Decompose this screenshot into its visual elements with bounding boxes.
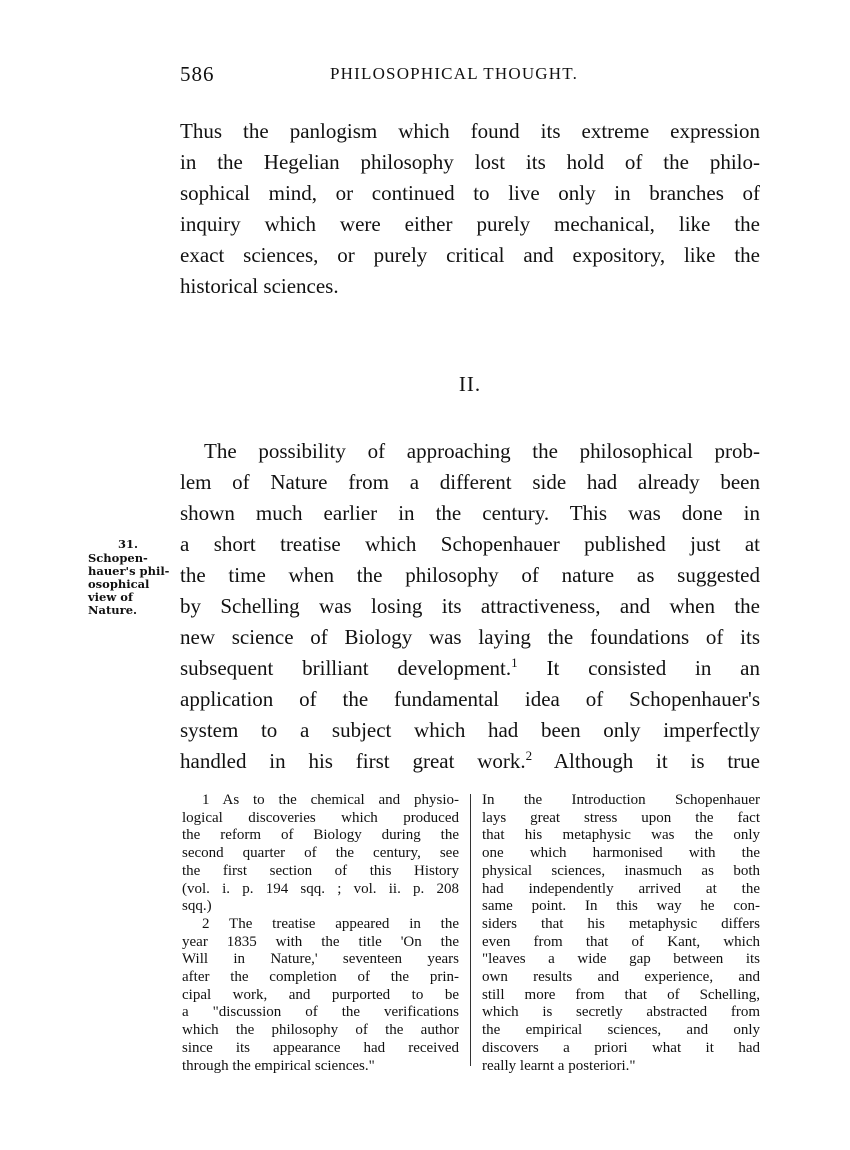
- footnote-line: siders that his metaphysic differs: [482, 915, 760, 932]
- footnote-line: which is secretly abstracted from: [482, 1004, 760, 1021]
- footnote-line: which the philosophy of the author: [182, 1022, 459, 1039]
- text-line: the time when the philosophy of nature as suggested: [180, 563, 760, 587]
- text-line: application of the fundamental idea of Schopenhauer's: [180, 687, 760, 711]
- text-line-with-footnote: [180, 653, 760, 684]
- footnote-line: In the Introduction Schopenhauer: [482, 792, 760, 808]
- footnote-ref-1: 1: [511, 655, 518, 670]
- footnote-line: after the completion of the prin-: [182, 969, 459, 986]
- footnote-line: the empirical sciences, and only: [482, 1022, 760, 1039]
- text-line: lem of Nature from a different side had already been: [180, 470, 760, 494]
- sidenote-line: osophical: [88, 577, 150, 591]
- text-line: system to a subject which had been only imperfectly: [180, 718, 760, 742]
- sidenote-line: Nature.: [88, 603, 138, 617]
- text-line: inquiry which were either purely mechanical, like the: [180, 212, 760, 236]
- text-fragment: It consisted in an: [517, 656, 761, 680]
- text-line: in the Hegelian philosophy lost its hold of the philo-: [180, 150, 760, 174]
- footnote-line: "leaves a wide gap between its: [482, 951, 760, 968]
- footnote-line: 2 The treatise appeared in the: [202, 915, 459, 932]
- section-number: II.: [458, 372, 482, 396]
- text-line: historical sciences.: [180, 274, 339, 298]
- footnote-line: physical sciences, inasmuch as both: [482, 862, 760, 879]
- text-line: shown much earlier in the century. This was done in: [180, 501, 760, 525]
- footnote-line: a "discussion of the verifications: [182, 1004, 459, 1021]
- footnote-line: lays great stress upon the fact: [482, 809, 760, 826]
- paragraph-1: [180, 116, 760, 302]
- column-divider: [470, 794, 471, 1066]
- margin-sidenote: [88, 538, 180, 617]
- footnote-line: Will in Nature,' seventeen years: [182, 951, 459, 968]
- text-line: The possibility of approaching the philosophical prob-: [204, 439, 760, 463]
- footnote-line: that his metaphysic was the only: [482, 827, 760, 844]
- page-number: 586: [180, 62, 215, 86]
- text-line-with-footnote: [180, 746, 760, 777]
- page-header: [180, 62, 760, 90]
- text-line: a short treatise which Schopenhauer published just at: [180, 532, 760, 556]
- footnote-line: cipal work, and purported to be: [182, 986, 459, 1003]
- footnote-line: sqq.): [182, 898, 212, 915]
- footnote-line: the first section of this History: [182, 862, 459, 879]
- footnote-line: year 1835 with the title 'On the: [182, 933, 459, 950]
- text-fragment: handled in his first great work.: [180, 749, 526, 773]
- footnote-line: one which harmonised with the: [482, 845, 760, 862]
- text-line: new science of Biology was laying the foundations of its: [180, 625, 760, 649]
- text-line: sophical mind, or continued to live only in branches of: [180, 181, 760, 205]
- text-fragment: subsequent brilliant development.: [180, 656, 512, 680]
- footnote-line: same point. In this way he con-: [482, 898, 760, 915]
- footnote-line: 1 As to the chemical and physio-: [202, 792, 459, 808]
- footnote-line: (vol. i. p. 194 sqq. ; vol. ii. p. 208: [182, 880, 459, 897]
- running-title: PHILOSOPHICAL THOUGHT.: [330, 64, 579, 83]
- sidenote-line: view of: [88, 590, 133, 604]
- text-line: Thus the panlogism which found its extreme expression: [180, 119, 760, 143]
- footnote-line: had independently arrived at the: [482, 880, 760, 897]
- footnote-line: even from that of Kant, which: [482, 933, 760, 950]
- footnote-line: logical discoveries which produced: [182, 809, 459, 826]
- footnotes: [180, 792, 760, 1082]
- text-fragment: Although it is true: [532, 749, 760, 773]
- footnote-line: through the empirical sciences.": [182, 1057, 375, 1074]
- paragraph-2: [180, 436, 760, 777]
- sidenote-line: hauer's phil-: [88, 564, 170, 578]
- footnotes-right-column: [482, 792, 760, 1075]
- footnote-line: second quarter of the century, see: [182, 845, 459, 862]
- footnote-line: still more from that of Schelling,: [482, 986, 760, 1003]
- text-line: by Schelling was losing its attractiveness, and when the: [180, 594, 760, 618]
- footnotes-left-column: [182, 792, 459, 1075]
- sidenote-number: 31.: [118, 537, 139, 551]
- footnote-line: really learnt a posteriori.": [482, 1057, 636, 1074]
- footnote-ref-2: 2: [525, 748, 533, 763]
- footnote-line: own results and experience, and: [482, 969, 760, 986]
- text-line: exact sciences, or purely critical and expository, like the: [180, 243, 760, 267]
- footnote-line: the reform of Biology during the: [182, 827, 459, 844]
- footnote-line: discovers a priori what it had: [482, 1039, 760, 1056]
- sidenote-line: Schopen-: [88, 551, 148, 565]
- footnote-line: since its appearance had received: [182, 1039, 459, 1056]
